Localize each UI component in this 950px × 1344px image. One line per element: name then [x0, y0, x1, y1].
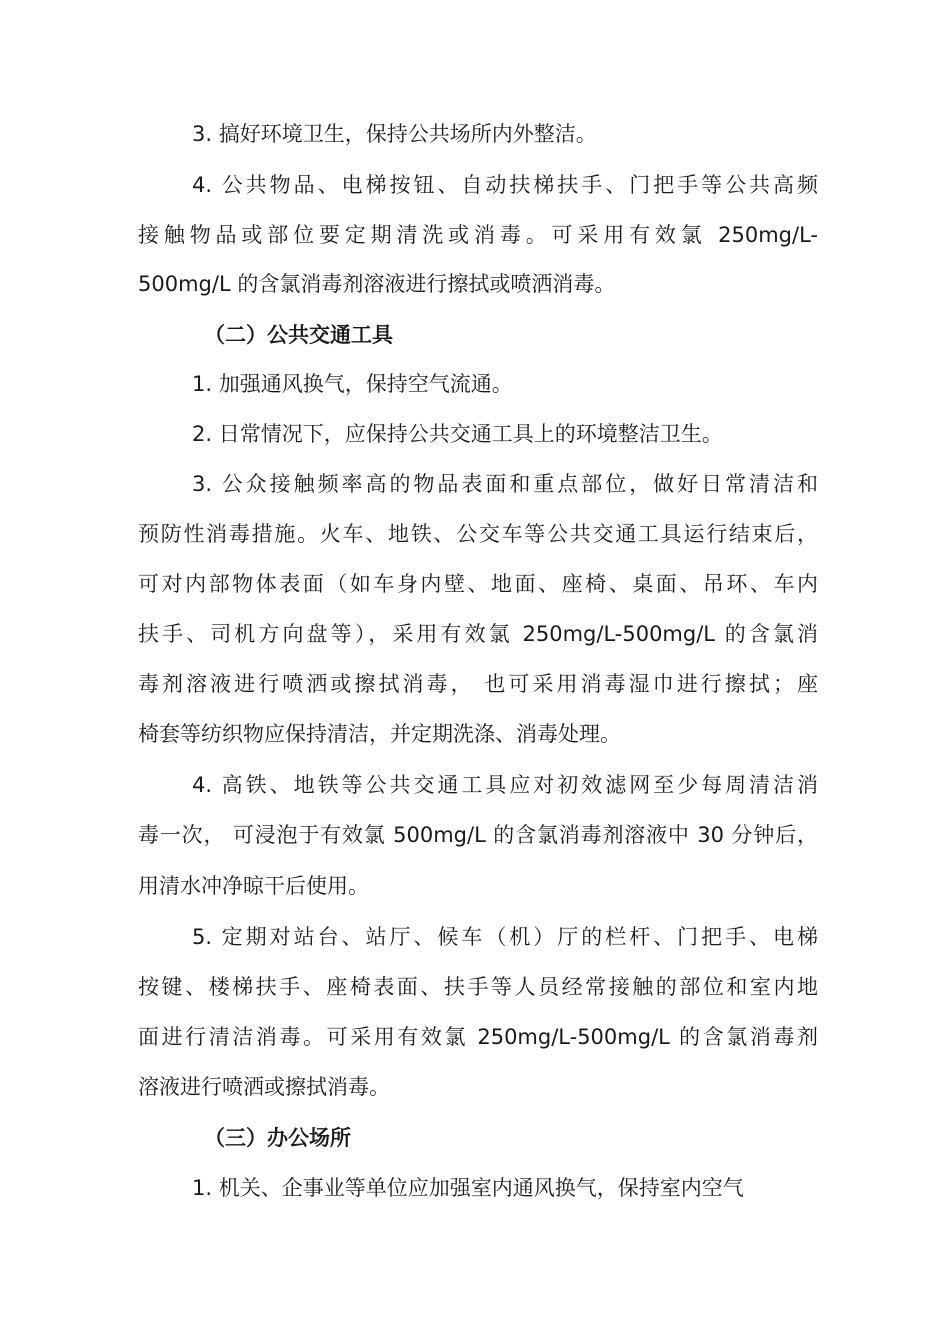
paragraph-line: 接触物品或部位要定期清洗或消毒。可采用有效氯 250mg/L-: [138, 223, 818, 247]
section-heading: （三）办公场所: [204, 1126, 351, 1150]
paragraph-line: 2. 日常情况下，应保持公共交通工具上的环境整洁卫生。: [192, 422, 723, 446]
paragraph-line: 溶液进行喷洒或擦拭消毒。: [138, 1075, 390, 1099]
paragraph-line: 可对内部物体表面（如车身内壁、地面、座椅、桌面、吊环、车内: [138, 572, 818, 596]
paragraph-line: 面进行清洁消毒。可采用有效氯 250mg/L-500mg/L 的含氯消毒剂: [138, 1025, 818, 1049]
paragraph-line: 5. 定期对站台、站厅、候车（机）厅的栏杆、门把手、电梯: [192, 925, 818, 949]
paragraph-line: 椅套等纺织物应保持清洁，并定期洗涤、消毒处理。: [138, 722, 621, 746]
paragraph-line: 毒一次， 可浸泡于有效氯 500mg/L 的含氯消毒剂溶液中 30 分钟后，: [138, 823, 818, 847]
paragraph-line: 1. 加强通风换气，保持空气流通。: [192, 372, 513, 396]
paragraph-line: 3. 搞好环境卫生，保持公共场所内外整洁。: [192, 122, 597, 146]
paragraph-line: 扶手、司机方向盘等），采用有效氯 250mg/L-500mg/L 的含氯消: [138, 622, 818, 646]
paragraph-line: 1. 机关、企事业等单位应加强室内通风换气，保持室内空气: [192, 1176, 744, 1200]
section-heading: （二）公共交通工具: [204, 323, 393, 347]
paragraph-line: 毒剂溶液进行喷洒或擦拭消毒， 也可采用消毒湿巾进行擦拭；座: [138, 672, 818, 696]
paragraph-line: 用清水冲净晾干后使用。: [138, 874, 369, 898]
paragraph-line: 500mg/L 的含氯消毒剂溶液进行擦拭或喷洒消毒。: [138, 272, 616, 296]
paragraph-line: 4. 高铁、地铁等公共交通工具应对初效滤网至少每周清洁消: [192, 773, 818, 797]
paragraph-line: 4. 公共物品、电梯按钮、自动扶梯扶手、门把手等公共高频: [192, 173, 818, 197]
paragraph-line: 按键、楼梯扶手、座椅表面、扶手等人员经常接触的部位和室内地: [138, 975, 818, 999]
paragraph-line: 预防性消毒措施。火车、地铁、公交车等公共交通工具运行结束后，: [138, 522, 818, 546]
paragraph-line: 3. 公众接触频率高的物品表面和重点部位，做好日常清洁和: [192, 472, 818, 496]
